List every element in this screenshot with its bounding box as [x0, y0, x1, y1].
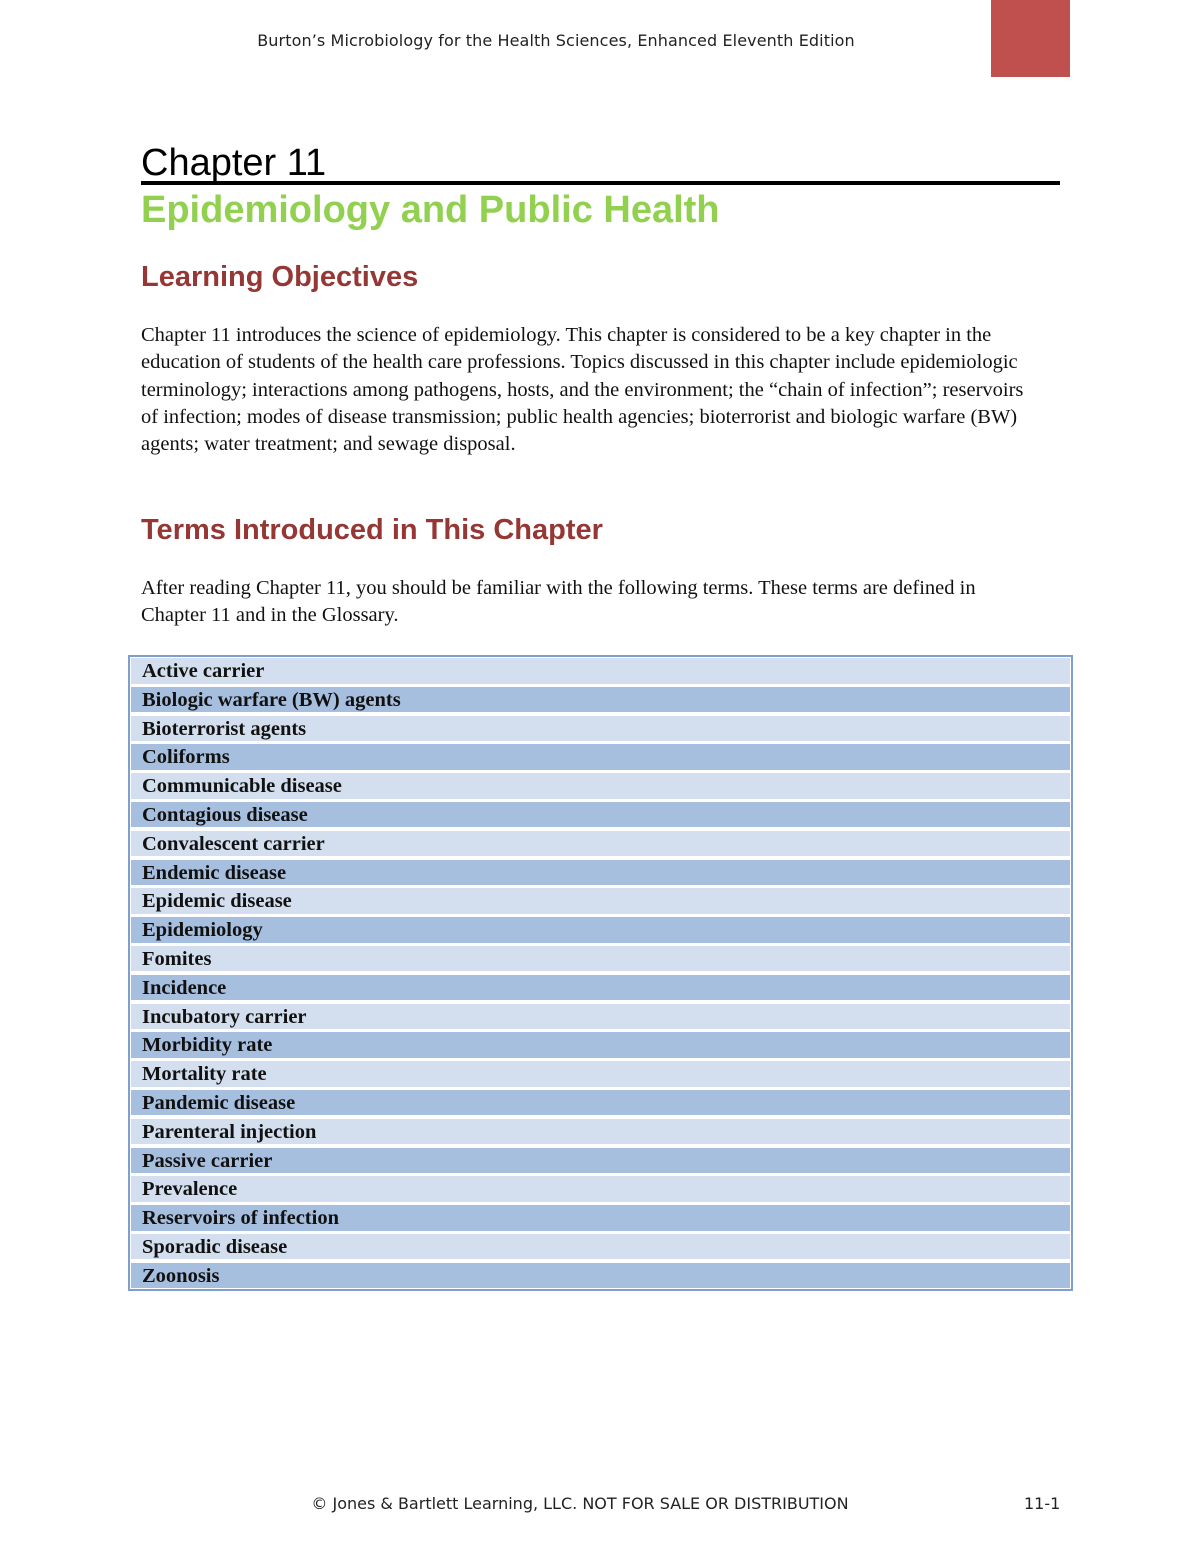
- term-row: Mortality rate: [131, 1061, 1070, 1087]
- chapter-label: Chapter 11: [141, 141, 1060, 185]
- term-row: Sporadic disease: [131, 1234, 1070, 1260]
- term-row: Bioterrorist agents: [131, 716, 1070, 742]
- term-row: Prevalence: [131, 1176, 1070, 1202]
- term-row: Contagious disease: [131, 802, 1070, 828]
- learning-objectives-paragraph: Chapter 11 introduces the science of epidemiology. This chapter is considered to be a key chapter in the education of students of the health care professions. Topics discussed in this chapter include epidemiologic terminology; interactions among pathogens, hosts, and the environment; the “chain of infection”; reservoirs of infection; modes of disease transmission; public health agencies; bioterrorist and biologic warfare (BW) agents; water treatment; and sewage disposal.: [141, 324, 1024, 456]
- term-row: Coliforms: [131, 744, 1070, 770]
- terms-heading: Terms Introduced in This Chapter: [141, 514, 603, 546]
- term-row: Endemic disease: [131, 860, 1070, 886]
- term-row: Communicable disease: [131, 773, 1070, 799]
- chapter-title: Epidemiology and Public Health: [141, 189, 720, 231]
- term-row: Parenteral injection: [131, 1119, 1070, 1145]
- term-row: Fomites: [131, 946, 1070, 972]
- terms-intro-paragraph: After reading Chapter 11, you should be familiar with the following terms. These terms are defined in Chapter 11 and in the Glossary.: [141, 577, 976, 627]
- learning-objectives-heading: Learning Objectives: [141, 261, 419, 293]
- running-header: Burton’s Microbiology for the Health Sciences, Enhanced Eleventh Edition: [257, 31, 855, 50]
- terms-table: [128, 655, 1073, 1291]
- term-row: Morbidity rate: [131, 1032, 1070, 1058]
- term-row: Epidemiology: [131, 917, 1070, 943]
- term-row: Active carrier: [131, 658, 1070, 684]
- term-row: Biologic warfare (BW) agents: [131, 687, 1070, 713]
- page-number: 11-1: [1024, 1494, 1061, 1513]
- footer-copyright: © Jones & Bartlett Learning, LLC. NOT FOR SALE OR DISTRIBUTION: [311, 1494, 849, 1513]
- term-row: Incidence: [131, 975, 1070, 1001]
- term-row: Convalescent carrier: [131, 831, 1070, 857]
- term-row: Zoonosis: [131, 1263, 1070, 1289]
- term-row: Incubatory carrier: [131, 1004, 1070, 1030]
- term-row: Passive carrier: [131, 1148, 1070, 1174]
- term-row: Pandemic disease: [131, 1090, 1070, 1116]
- term-row: Reservoirs of infection: [131, 1205, 1070, 1231]
- term-row: Epidemic disease: [131, 888, 1070, 914]
